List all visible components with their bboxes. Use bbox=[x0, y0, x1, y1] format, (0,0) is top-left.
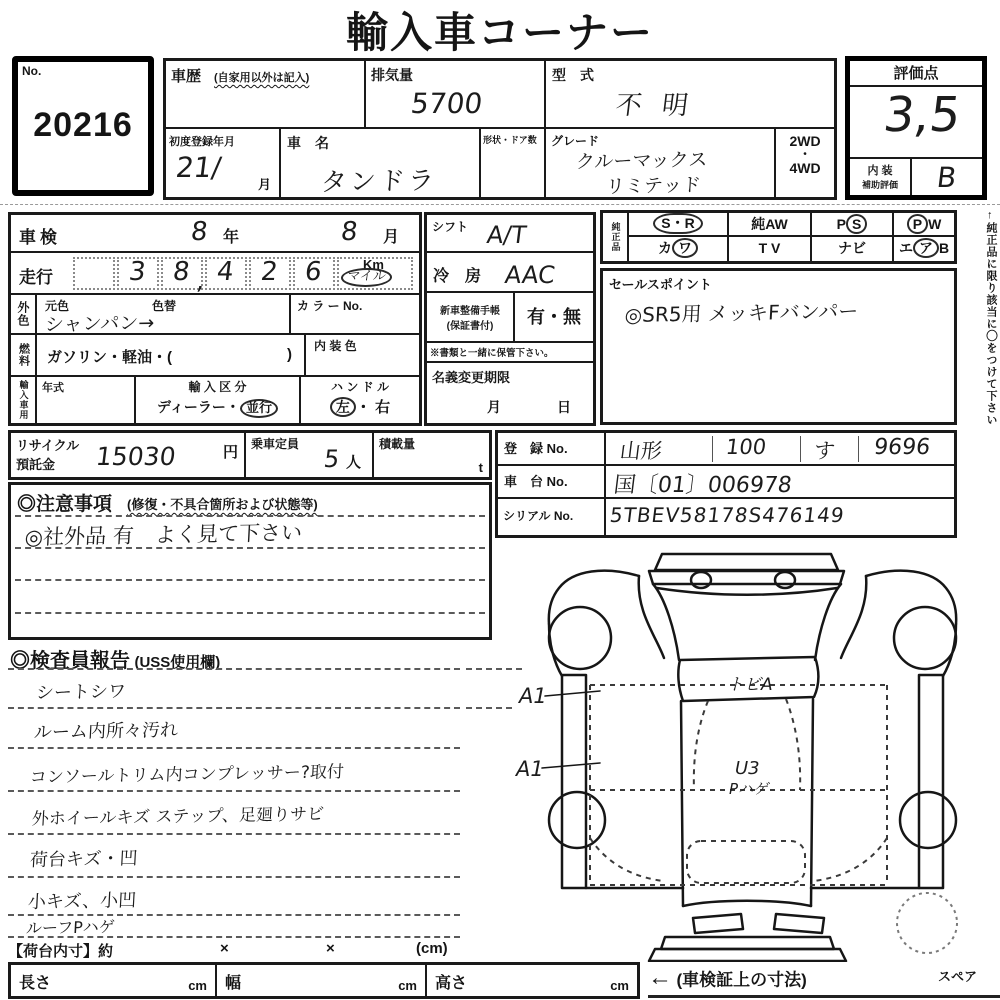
import-use-label: 輸入車用 bbox=[18, 380, 29, 420]
score-header: 評価点 bbox=[893, 65, 939, 82]
genuine-sunroof: S・R bbox=[653, 213, 702, 234]
spare-tire-circle bbox=[897, 893, 957, 953]
cooling-label: 冷 房 bbox=[433, 268, 482, 285]
first-reg-value: 21/ bbox=[173, 151, 224, 184]
dims-note: (車検証上の寸法) bbox=[676, 970, 807, 990]
recycle-value: 15030 bbox=[94, 442, 178, 471]
interior-color-label: 内 装 色 bbox=[314, 339, 357, 353]
first-reg-unit: 月 bbox=[257, 177, 271, 192]
shaken-month-unit: 月 bbox=[383, 229, 400, 246]
mileage-digit-3: 4 bbox=[215, 257, 236, 287]
handle-left: 左 bbox=[330, 397, 356, 417]
caution-header: ◎注意事項 bbox=[17, 494, 113, 515]
mileage-digit-2: 8 bbox=[171, 257, 192, 287]
capacity-label: 乗車定員 bbox=[251, 437, 300, 451]
import-kubun-parallel: 並行 bbox=[240, 399, 278, 418]
page-title: 輸入車コーナー bbox=[345, 9, 654, 56]
car-name-label: 車 名 bbox=[287, 135, 329, 151]
report-line-1: シートシワ bbox=[35, 681, 127, 704]
side-vertical-note: ←純正品に限り該当に◯をつけて下さい bbox=[985, 210, 997, 426]
front-bumper bbox=[655, 554, 838, 570]
interior-score-label-2: 補助評価 bbox=[861, 180, 898, 190]
fuel-close-paren: ) bbox=[287, 346, 292, 363]
service-book-label-1: 新車整備手帳 bbox=[440, 306, 500, 317]
recycle-label-2: 預託金 bbox=[16, 457, 56, 472]
recycle-unit: 円 bbox=[222, 444, 238, 461]
drive-4wd: 4WD bbox=[789, 159, 821, 176]
displacement-label: 排気量 bbox=[371, 67, 413, 83]
ext-color-orig-label: 元色 bbox=[45, 299, 70, 313]
height-unit: cm bbox=[610, 978, 629, 993]
tail-light-right bbox=[774, 914, 824, 933]
tail-light-left bbox=[693, 914, 743, 933]
bed-dims-row bbox=[8, 938, 478, 960]
caution-note: (修復・不具合箇所および状態等) bbox=[127, 497, 318, 512]
interior-score-label-1: 内 装 bbox=[867, 165, 893, 177]
shaken-label: 車検 bbox=[19, 228, 61, 247]
genuine-airbag: エ ア B bbox=[899, 240, 949, 256]
handle-right: ・ 右 bbox=[355, 399, 391, 416]
header-divider bbox=[0, 204, 1000, 205]
cooling-value: AAC bbox=[503, 261, 557, 289]
car-name-value: タンドラ bbox=[320, 165, 438, 199]
report-header-note: (USS使用欄) bbox=[134, 654, 221, 671]
bed-dims-unit: (cm) bbox=[416, 940, 448, 957]
score-box bbox=[845, 56, 987, 200]
service-book-note: ※書類と一緒に保管下さい。 bbox=[430, 348, 554, 359]
genuine-leather: カ ワ bbox=[658, 240, 698, 256]
chassis-value: 国〔01〕006978 bbox=[612, 473, 794, 498]
grade-line2: リミテッド bbox=[605, 174, 702, 198]
front-hook-left bbox=[691, 572, 711, 588]
bed-dims-x1: × bbox=[220, 940, 229, 957]
sales-point-value: ◎SR5用 メッキFバンパー bbox=[624, 298, 859, 328]
top-grid bbox=[163, 58, 837, 200]
service-book-value: 有・無 bbox=[527, 307, 581, 327]
caution-line: ◎社外品 有 よく見て下さい bbox=[24, 520, 303, 550]
drive-dot: ・ bbox=[798, 147, 811, 161]
grade-line1: クルーマックス bbox=[575, 148, 709, 174]
genuine-navi: ナビ bbox=[838, 240, 866, 256]
caution-box bbox=[8, 482, 492, 640]
bed-dims-label: 【荷台内寸】約 bbox=[8, 943, 114, 960]
drive-2wd: 2WD bbox=[789, 133, 821, 149]
grade-label: グレード bbox=[551, 134, 600, 148]
mileage-digit-1: 3 bbox=[127, 257, 148, 287]
ext-color-label: 外色 bbox=[16, 301, 30, 327]
report-line-6: 小キズ、小凹 bbox=[27, 890, 137, 913]
shaken-month-value: 8 bbox=[339, 217, 360, 247]
shift-value: A/T bbox=[485, 221, 528, 249]
dims-table bbox=[8, 962, 640, 999]
shaken-year-unit: 年 bbox=[223, 229, 240, 246]
car-diagram bbox=[515, 550, 990, 962]
genuine-alloy-wheels: 純AW bbox=[751, 216, 788, 232]
diagram-note-windshield: トビA bbox=[727, 675, 773, 695]
year-type-label: 年式 bbox=[42, 382, 64, 394]
genuine-parts-label: 純正品 bbox=[610, 222, 621, 252]
registration-number: 9696 bbox=[872, 435, 932, 460]
lot-number-value: 20216 bbox=[33, 106, 133, 144]
import-kubun-dealer: ディーラー・ bbox=[157, 399, 240, 415]
genuine-tv: T V bbox=[758, 240, 781, 256]
mileage-label: 走行 bbox=[19, 268, 53, 287]
report-header: ◎検査員報告 bbox=[10, 650, 130, 672]
right-rocker bbox=[919, 675, 943, 888]
handle-label: ハ ン ド ル bbox=[330, 380, 389, 394]
name-change-label: 名義変更期限 bbox=[432, 370, 511, 385]
hood-edge bbox=[657, 588, 837, 595]
name-change-day: 日 bbox=[557, 399, 571, 415]
mileage-comma: , bbox=[195, 267, 207, 295]
shift-label: シフト bbox=[432, 220, 469, 234]
rear-bumper bbox=[661, 937, 834, 949]
left-rocker bbox=[562, 675, 586, 888]
height-label: 高さ bbox=[435, 975, 468, 992]
serial-label: シリアル No. bbox=[503, 509, 574, 523]
shaken-year-value: 8 bbox=[189, 217, 210, 247]
model-code-value: 不 明 bbox=[613, 91, 696, 121]
sales-point-box bbox=[600, 268, 957, 425]
spare-label: スペア bbox=[938, 969, 978, 984]
model-code-label: 型 式 bbox=[552, 67, 594, 83]
width-unit: cm bbox=[398, 978, 417, 993]
history-note: (自家用以外は記入) bbox=[214, 72, 310, 84]
mileage-unit-mile: マイル bbox=[340, 268, 393, 287]
length-unit: cm bbox=[188, 978, 207, 993]
dims-arrow-note bbox=[648, 964, 1000, 998]
lot-number-box bbox=[12, 56, 154, 196]
diagram-note-paint: Pハゲ bbox=[729, 780, 769, 798]
report-line-4: 外ホイールキズ ステップ、足廻りサビ bbox=[31, 804, 325, 830]
load-label: 積載量 bbox=[379, 437, 416, 451]
score-value: 3,5 bbox=[880, 87, 964, 143]
interior-score-value: B bbox=[935, 161, 959, 194]
import-kubun-label: 輸 入 区 分 bbox=[188, 380, 247, 394]
shape-doors-label: 形状・ドア数 bbox=[483, 135, 537, 145]
registration-kana: す bbox=[812, 439, 837, 463]
fuel-label: 燃料 bbox=[17, 343, 30, 367]
sales-point-label: セールスポイント bbox=[609, 277, 712, 292]
left-arrow-icon: ← bbox=[648, 964, 672, 991]
load-unit: t bbox=[478, 460, 483, 475]
fuel-options: ガソリン・軽油・( bbox=[47, 349, 172, 366]
recycle-row bbox=[8, 430, 492, 480]
left-rear-wheel bbox=[549, 792, 605, 848]
mileage-unit-km: Km bbox=[363, 257, 384, 272]
left-front-wheel bbox=[549, 607, 611, 669]
displacement-value: 5700 bbox=[408, 87, 485, 120]
ext-color-value: シャンパン→ bbox=[44, 312, 155, 336]
report-line-3: コンソールトリム内コンプレッサー?取付 bbox=[29, 762, 345, 788]
right-rear-wheel bbox=[900, 792, 956, 848]
serial-value: 5TBEV58178S476149 bbox=[608, 503, 847, 527]
front-hook-right bbox=[775, 572, 795, 588]
report-line-7: ルーフPハゲ bbox=[25, 917, 116, 938]
recycle-label-1: リサイクル bbox=[16, 438, 80, 453]
capacity-value: 5 bbox=[322, 445, 342, 473]
capacity-unit: 人 bbox=[346, 454, 362, 471]
equipment-block bbox=[424, 212, 596, 426]
lot-number-label: No. bbox=[22, 64, 42, 78]
ext-color-change-label: 色替 bbox=[152, 299, 177, 313]
color-no-label: カ ラ ー No. bbox=[297, 299, 363, 313]
registration-class: 100 bbox=[724, 435, 768, 459]
mileage-digit-5: 6 bbox=[303, 257, 324, 287]
registration-label: 登 録 No. bbox=[504, 441, 568, 456]
service-book-label-2: (保証書付) bbox=[446, 321, 494, 332]
first-reg-label: 初度登録年月 bbox=[169, 136, 235, 148]
diagram-a1-top: A1 bbox=[519, 684, 547, 708]
diagram-note-u3: U3 bbox=[735, 758, 760, 779]
history-label: 車歴 bbox=[171, 68, 202, 85]
vehicle-info-block bbox=[8, 212, 422, 426]
genuine-power-windows: P W bbox=[907, 216, 942, 232]
width-label: 幅 bbox=[225, 975, 242, 992]
report-line-5: 荷台キズ・凹 bbox=[29, 848, 139, 871]
name-change-month: 月 bbox=[487, 399, 501, 415]
genuine-parts-grid bbox=[600, 210, 957, 264]
bed-dims-x2: × bbox=[326, 940, 335, 957]
front-bumper-band bbox=[649, 571, 844, 584]
diagram-a1-bottom: A1 bbox=[516, 757, 544, 781]
chassis-label: 車 台 No. bbox=[504, 474, 568, 489]
rear-bumper-flare bbox=[649, 949, 846, 961]
registration-block bbox=[495, 430, 957, 538]
registration-area: 山形 bbox=[618, 439, 664, 463]
mileage-digit-4: 2 bbox=[259, 257, 280, 287]
genuine-power-steering: P S bbox=[837, 216, 868, 232]
length-label: 長さ bbox=[19, 975, 52, 992]
report-line-2: ルーム内所々汚れ bbox=[33, 719, 179, 744]
right-front-wheel bbox=[894, 607, 956, 669]
